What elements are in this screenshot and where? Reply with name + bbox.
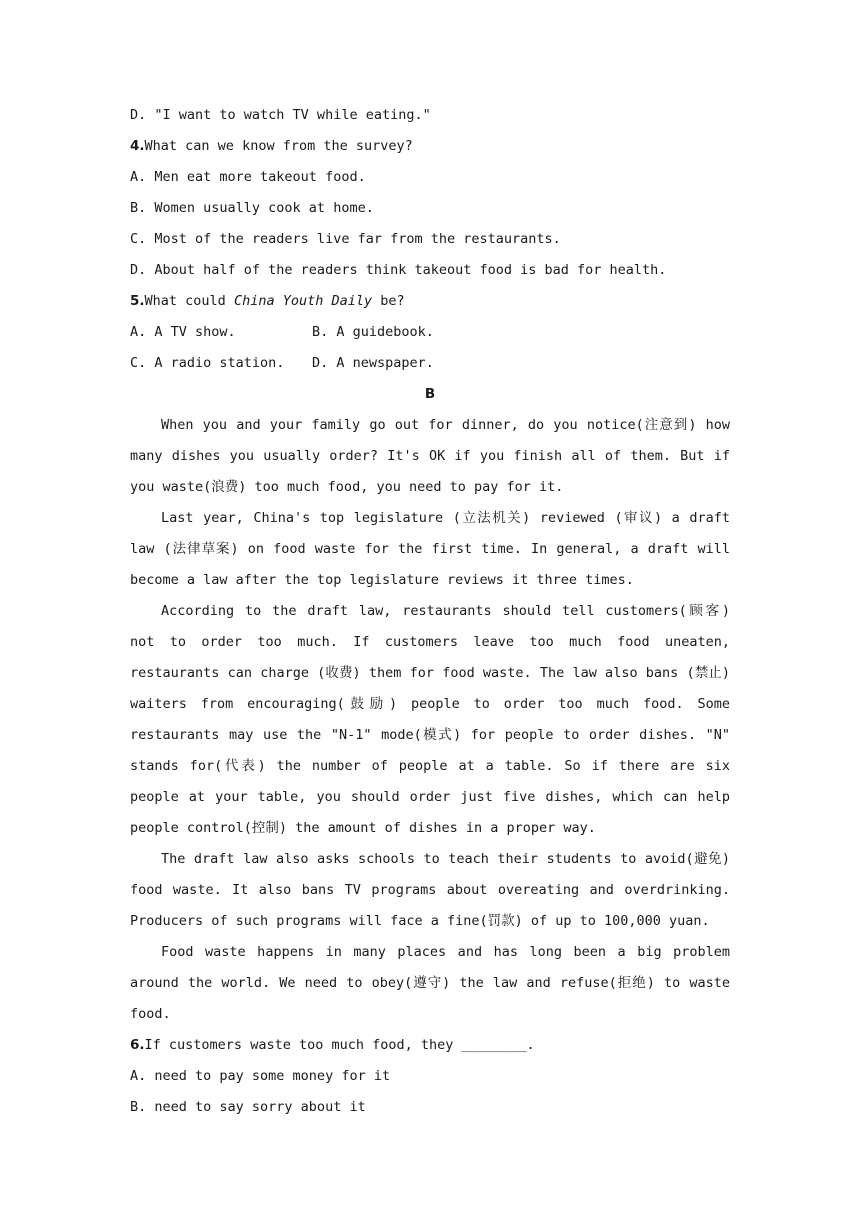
- question-number: 5.: [130, 293, 145, 309]
- section-heading: B: [424, 386, 436, 402]
- q6-option-a: A. need to pay some money for it: [130, 1068, 391, 1084]
- q5-option-b: B. A guidebook.: [312, 324, 434, 340]
- passage-paragraph: Last year, China's top legislature (立法机关) reviewed (审议) a draft law (法律草案) on food waste for the first time. In general, a draft will become a law after the top legislature reviews it three times.: [130, 510, 730, 588]
- newspaper-title: China Youth Daily: [233, 293, 373, 309]
- question-text-post: be?: [372, 293, 405, 309]
- q5-options-row-2: [130, 348, 730, 379]
- question-text: What can we know from the survey?: [144, 138, 413, 154]
- passage-paragraph: Food waste happens in many places and has long been a big problem around the world. We need to obey(遵守) the law and refuse(拒绝) to waste food.: [130, 944, 730, 1022]
- question-text: If customers waste too much food, they ________.: [144, 1037, 535, 1053]
- q5-options-row-1: [130, 317, 730, 348]
- question-4: [130, 131, 730, 162]
- worksheet-page: [130, 100, 730, 1123]
- question-number: 4.: [130, 138, 145, 154]
- q5-option-c: C. A radio station.: [130, 355, 285, 371]
- question-text-pre: What could: [144, 293, 234, 309]
- q5-option-a: A. A TV show.: [130, 324, 236, 340]
- question-6: [130, 1030, 730, 1061]
- q4-option-b: B. Women usually cook at home.: [130, 200, 374, 216]
- passage-paragraph: When you and your family go out for dinner, do you notice(注意到) how many dishes you usually order? It's OK if you finish all of them. But if you waste(浪费) too much food, you need to pay for it.: [130, 417, 730, 495]
- passage-paragraph: According to the draft law, restaurants should tell customers(顾客) not to order too much. If customers leave too much food uneaten, restaurants can charge (收费) them for food waste. The law also bans (禁止) waiters from encouraging(鼓励) people to order too much food. Some restaurants may use the "N-1" mode(模式) for people to order dishes. "N" stands for(代表) the number of people at a table. So if there are six people at your table, you should order just five dishes, which can help people control(控制) the amount of dishes in a proper way.: [130, 603, 730, 836]
- passage-paragraph: The draft law also asks schools to teach their students to avoid(避免) food waste. It also bans TV programs about overeating and overdrinking. Producers of such programs will face a fine(罚款) of up to 100,000 yuan.: [130, 851, 730, 929]
- q6-option-b: B. need to say sorry about it: [130, 1099, 366, 1115]
- q4-option-c: C. Most of the readers live far from the restaurants.: [130, 231, 561, 247]
- q4-option-a: A. Men eat more takeout food.: [130, 169, 366, 185]
- q4-option-d: D. About half of the readers think takeout food is bad for health.: [130, 262, 667, 278]
- question-5: [130, 286, 730, 317]
- q5-option-d: D. A newspaper.: [312, 355, 434, 371]
- q3-option-d: D. "I want to watch TV while eating.": [130, 107, 431, 123]
- question-number: 6.: [130, 1037, 145, 1053]
